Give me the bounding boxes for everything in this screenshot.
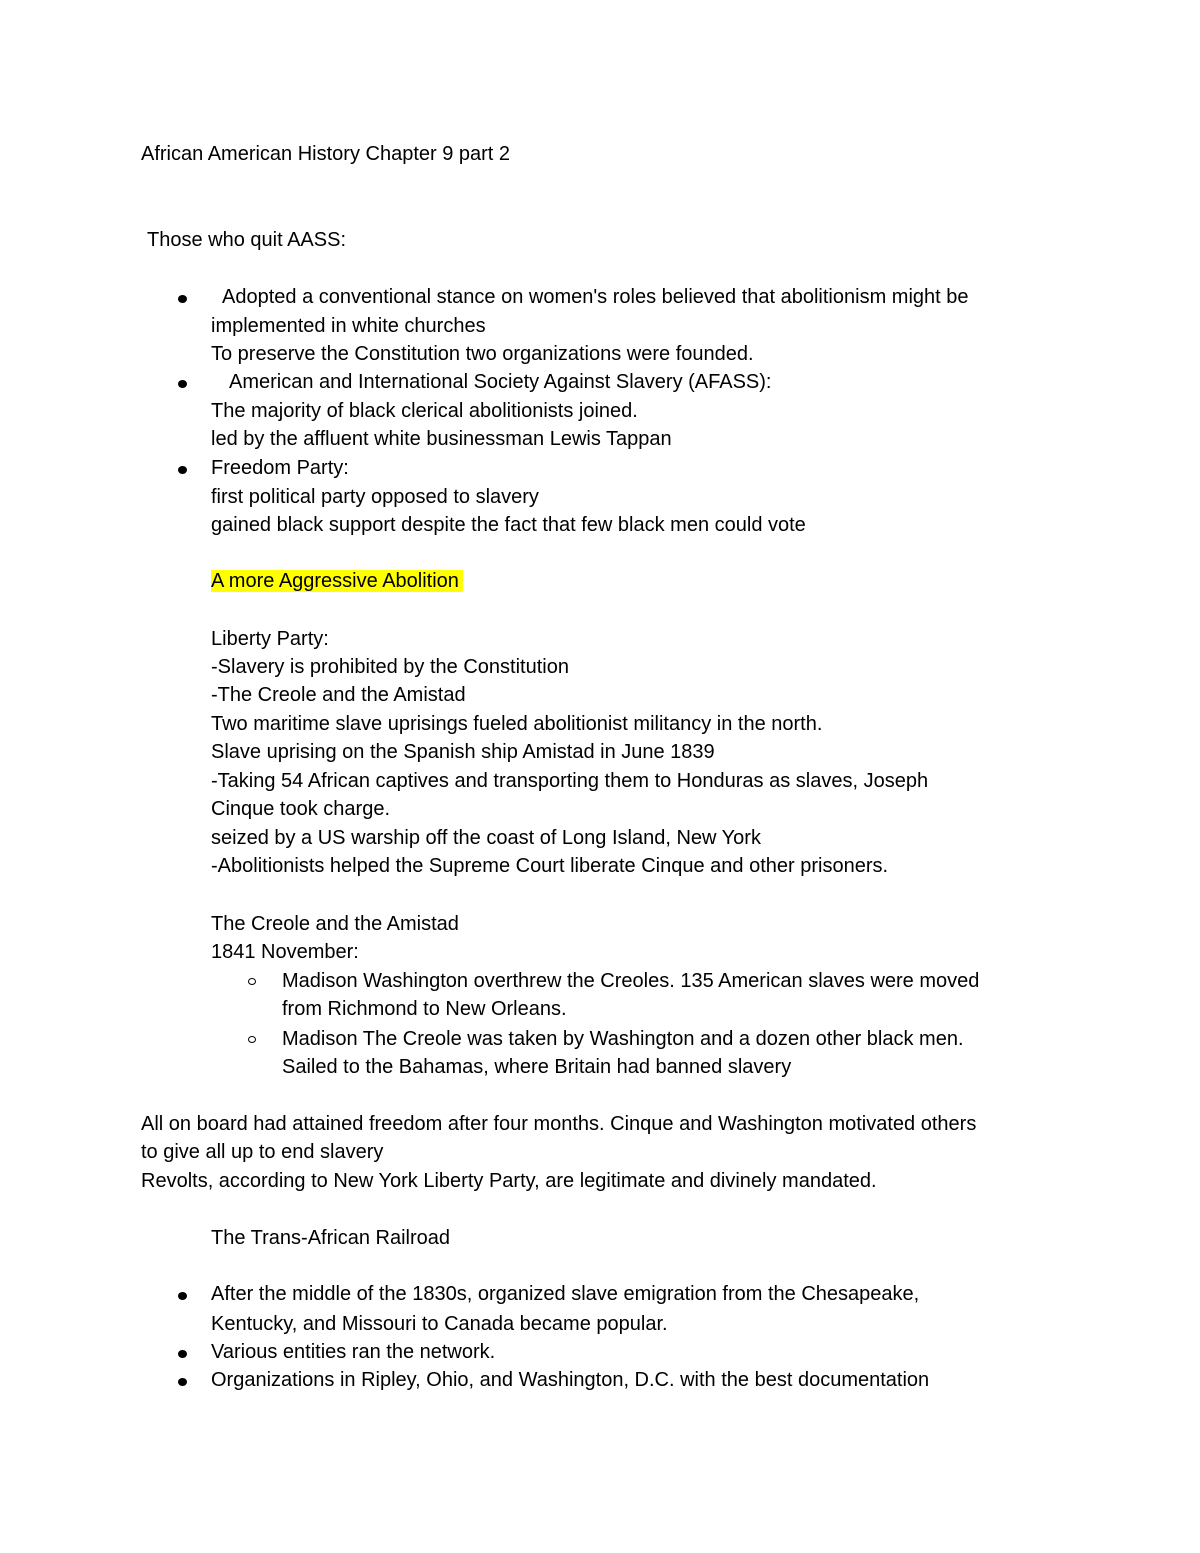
section-date: 1841 November:	[211, 941, 359, 963]
list-item-text: After the middle of the 1830s, organized slave emigration from the Chesapeake,	[211, 1283, 920, 1305]
paragraph-line: Cinque took charge.	[211, 798, 391, 820]
list-item-text: gained black support despite the fact that few black men could vote	[211, 514, 806, 536]
paragraph-line: All on board had attained freedom after four months. Cinque and Washington motivated others	[141, 1113, 977, 1135]
bullet-icon	[178, 1292, 187, 1300]
section-heading-railroad: The Trans-African Railroad	[211, 1227, 450, 1249]
paragraph-line: -Slavery is prohibited by the Constitution	[211, 656, 569, 678]
sub-list-item-text: from Richmond to New Orleans.	[282, 998, 567, 1020]
bullet-icon	[178, 466, 187, 474]
paragraph-line: to give all up to end slavery	[141, 1141, 384, 1163]
section-heading-creole: The Creole and the Amistad	[211, 913, 459, 935]
list-item-text: American and International Society Against Slavery (AFASS):	[229, 371, 772, 393]
paragraph-line: Two maritime slave uprisings fueled abolitionist militancy in the north.	[211, 713, 823, 735]
list-item-text: Various entities ran the network.	[211, 1341, 496, 1363]
list-item-text: The majority of black clerical abolitionists joined.	[211, 400, 638, 422]
paragraph-line: Revolts, according to New York Liberty Party, are legitimate and divinely mandated.	[141, 1170, 877, 1192]
list-item-text: led by the affluent white businessman Lewis Tappan	[211, 428, 672, 450]
list-item-text: implemented in white churches	[211, 315, 486, 337]
list-item-text: Adopted a conventional stance on women's roles believed that abolitionism might be	[222, 286, 969, 308]
list-item-text: first political party opposed to slavery	[211, 486, 539, 508]
highlighted-heading	[211, 567, 463, 595]
sub-list-item-text: Madison The Creole was taken by Washington and a dozen other black men.	[282, 1028, 964, 1050]
sub-list-item-text: Sailed to the Bahamas, where Britain had banned slavery	[282, 1056, 792, 1078]
paragraph-line: Liberty Party:	[211, 628, 329, 650]
bullet-icon	[178, 380, 187, 388]
list-item-text: Organizations in Ripley, Ohio, and Washington, D.C. with the best documentation	[211, 1369, 930, 1391]
sub-list-item-text: Madison Washington overthrew the Creoles. 135 American slaves were moved	[282, 970, 980, 992]
paragraph-line: Slave uprising on the Spanish ship Amistad in June 1839	[211, 741, 715, 763]
paragraph-line: -Abolitionists helped the Supreme Court liberate Cinque and other prisoners.	[211, 855, 889, 877]
bullet-icon	[178, 295, 187, 303]
paragraph-line: seized by a US warship off the coast of Long Island, New York	[211, 827, 761, 849]
list-item-text: Freedom Party:	[211, 457, 349, 479]
circle-bullet-icon	[248, 978, 256, 985]
section-heading-quit-aass: Those who quit AASS:	[147, 229, 347, 251]
bullet-icon	[178, 1378, 187, 1386]
bullet-icon	[178, 1350, 187, 1358]
list-item-text: Kentucky, and Missouri to Canada became popular.	[211, 1313, 668, 1335]
paragraph-line: -Taking 54 African captives and transporting them to Honduras as slaves, Joseph	[211, 770, 929, 792]
circle-bullet-icon	[248, 1036, 256, 1043]
highlighted-heading-text: A more Aggressive Abolition	[211, 570, 463, 592]
document-title: African American History Chapter 9 part 2	[141, 143, 511, 165]
list-item-text: To preserve the Constitution two organizations were founded.	[211, 343, 754, 365]
paragraph-line: -The Creole and the Amistad	[211, 684, 466, 706]
